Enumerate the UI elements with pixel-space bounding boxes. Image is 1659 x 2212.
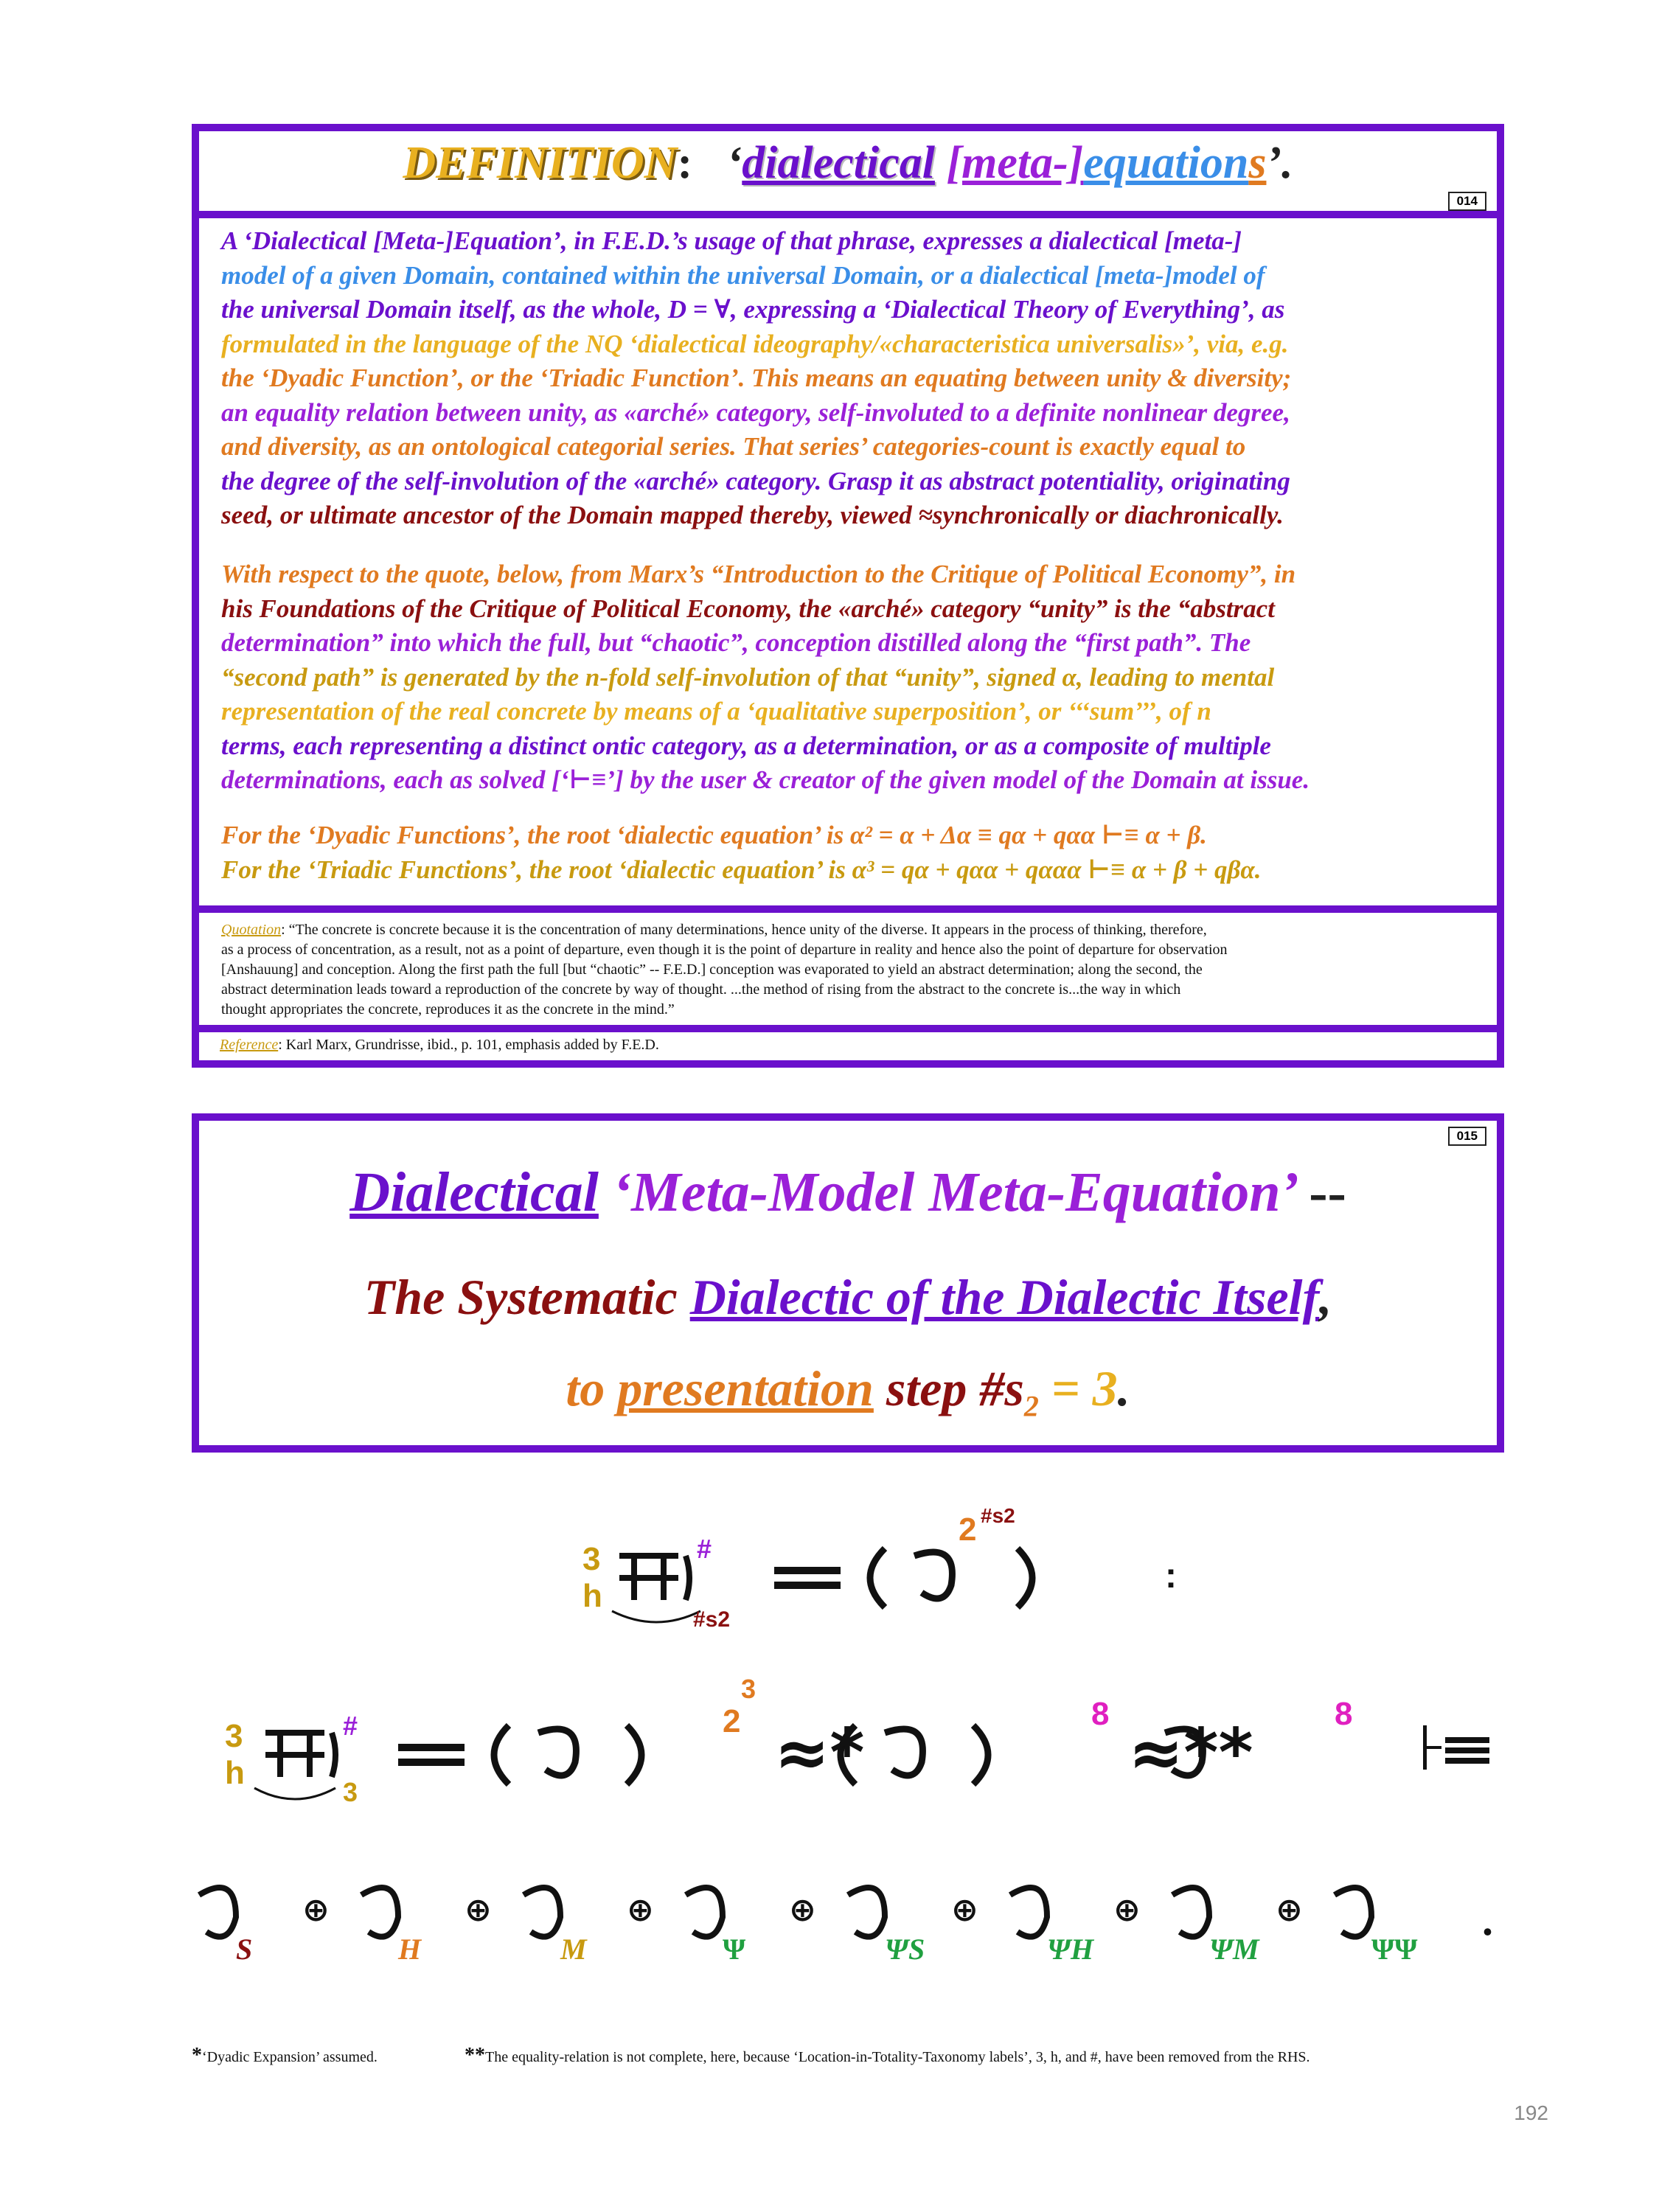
turnstile-bar <box>1423 1725 1427 1770</box>
quotation-line: abstract determination leads toward a reproduction of the concrete by way of thought. ...the method of rising from the abstract to the concrete is...the way in which <box>221 981 1181 998</box>
f2-h: h <box>225 1755 245 1791</box>
body-line: model of a given Domain, contained within the universal Domain, or a dialectical [meta-]model of <box>221 260 1265 290</box>
divider <box>199 211 1497 218</box>
f2-sub: 3 <box>343 1777 358 1807</box>
formula-3 <box>184 1865 1512 1983</box>
root-line-triadic: For the ‘Triadic Functions’, the root ‘dialectic equation’ is α³ = qα + qαα + qααα ⊢≡ α + β + qβα. <box>221 855 1262 884</box>
headline-comma: , <box>1319 1269 1332 1325</box>
f3-sub-psi-h: ΨH <box>1047 1933 1094 1966</box>
formula-2 <box>214 1674 1512 1821</box>
arche-symbol <box>870 1548 1032 1607</box>
oplus-icon: ⊕ <box>789 1891 816 1929</box>
f1-h: h <box>582 1578 602 1614</box>
footnote-1 <box>192 2044 378 2067</box>
f3-period: . <box>1482 1896 1493 1944</box>
f2-exp-a2: 3 <box>741 1674 757 1704</box>
f2-approx-2: ≈** <box>1128 1714 1253 1792</box>
root-line-dyadic: For the ‘Dyadic Functions’, the root ‘dialectic equation’ is α² = α + Δα ≡ qα + qαα ⊢≡ α + β. <box>221 821 1207 849</box>
body-line: the degree of the self-involution of the «arché» category. Grasp it as abstract potentiality, originating <box>221 466 1290 495</box>
triple-bar-2 <box>1445 1747 1489 1753</box>
onto-symbol <box>1172 1888 1209 1937</box>
underbrace <box>254 1788 335 1799</box>
title-definition: DEFINITION <box>403 138 678 188</box>
oplus-icon: ⊕ <box>1276 1891 1303 1929</box>
marx-line: terms, each representing a distinct ontic category, as a determination, or as a composite of multiple <box>221 731 1271 760</box>
oplus-icon: ⊕ <box>465 1891 492 1929</box>
title-colon: : <box>677 138 693 188</box>
headline-dash: -- <box>1309 1161 1346 1223</box>
onto-symbol <box>1335 1888 1371 1937</box>
f1-sub: #s2 <box>693 1607 731 1632</box>
headline-meta-model: ‘Meta-Model Meta-Equation’ <box>612 1161 1295 1223</box>
root-equations <box>221 818 1479 887</box>
f1-three: 3 <box>582 1541 601 1577</box>
quotation-text: : “The concrete is concrete because it is the concentration of many determinations, hence unity of the diverse. It appears in the process of thinking, therefore, <box>281 922 1207 938</box>
footnote-1-text: ‘Dyadic Expansion’ assumed. <box>202 2049 378 2065</box>
footnote-2 <box>465 2044 1310 2067</box>
oplus-icon: ⊕ <box>951 1891 978 1929</box>
f3-sub-psi-psi: ΨΨ <box>1371 1933 1418 1966</box>
title-equation: equation <box>1083 138 1249 188</box>
title-open: ‘ <box>726 138 742 188</box>
equals-bar-top <box>398 1744 465 1751</box>
marx-line: determination” into which the full, but “chaotic”, conception distilled along the “first path”. The <box>221 628 1251 657</box>
definition-panel <box>192 124 1504 1068</box>
reference-label: Reference <box>220 1037 279 1053</box>
f3-sub-psi-s: ΨS <box>885 1933 925 1966</box>
f3-sub-psi-m: ΨM <box>1209 1933 1259 1966</box>
panel-tag: 014 <box>1448 192 1486 211</box>
hypothesis-symbol <box>619 1556 689 1600</box>
quotation-line: thought appropriates the concrete, reproduces it as the concrete in the mind.” <box>221 1001 675 1018</box>
divider <box>199 905 1497 913</box>
f2-exp-b: 8 <box>1091 1696 1110 1732</box>
f1-exp: 2 <box>959 1512 977 1548</box>
quotation-block <box>221 920 1479 1020</box>
quotation-line <box>221 920 1479 940</box>
f3-sub-m: M <box>560 1933 587 1966</box>
quotation-label: Quotation <box>221 922 282 938</box>
title-close: ’. <box>1266 138 1293 188</box>
turnstile-stroke <box>1427 1746 1441 1749</box>
marx-line: With respect to the quote, below, from Marx’s “Introduction to the Critique of Political Economy”, in <box>221 560 1296 588</box>
footnote-2-mark: ** <box>465 2044 485 2067</box>
title-s: s <box>1248 138 1267 188</box>
headline-line2 <box>199 1268 1497 1326</box>
onto-symbol <box>199 1888 236 1937</box>
onto-symbol <box>524 1888 560 1937</box>
headline-period: . <box>1117 1360 1130 1416</box>
oplus-icon: ⊕ <box>1113 1891 1141 1929</box>
f3-sub-s: S <box>236 1933 253 1966</box>
headline-line3 <box>199 1360 1497 1424</box>
f2-hash: # <box>343 1711 358 1741</box>
headline-to: to <box>566 1360 605 1416</box>
onto-symbol <box>1010 1888 1047 1937</box>
footnote-1-mark: * <box>192 2044 202 2067</box>
body-line: formulated in the language of the NQ ‘dialectical ideography/«characteristica universalis»’, via, e.g. <box>221 329 1289 358</box>
title-dialectical: dialectical <box>742 138 935 188</box>
headline-step: step <box>886 1360 967 1416</box>
footnote-2-text: The equality-relation is not complete, here, because ‘Location-in-Totality-Taxonomy labels’, 3, h, and #, have been removed from the RHS. <box>485 2049 1310 2065</box>
ontology-symbols <box>199 1888 1371 1937</box>
marx-line: determinations, each as solved [‘⊢≡’] by the user & creator of the given model of the Domain at issue. <box>221 765 1310 794</box>
body-line: the ‘Dyadic Function’, or the ‘Triadic Function’. This means an equating between unity & diversity; <box>221 364 1292 392</box>
f1-exp2: #s2 <box>981 1504 1015 1527</box>
body-line: and diversity, as an ontological categorial series. That series’ categories-count is exactly equal to <box>221 432 1246 461</box>
f3-sub-h: H <box>398 1933 422 1966</box>
oplus-icon: ⊕ <box>627 1891 654 1929</box>
marx-line: his Foundations of the Critique of Political Economy, the «arché» category “unity” is the “abstract <box>221 594 1275 623</box>
headline-systematic: The Systematic <box>364 1269 678 1325</box>
equals-bar-bottom <box>774 1582 841 1589</box>
formula-3-graphic <box>184 1865 1512 1983</box>
marx-line: “second path” is generated by the n-fold self-involution of that “unity”, signed α, leading to mental <box>221 662 1275 692</box>
onto-symbol <box>361 1888 398 1937</box>
onto-symbol <box>686 1888 723 1937</box>
meta-equation-panel <box>192 1113 1504 1453</box>
title-meta: [meta-] <box>946 138 1084 188</box>
onto-symbol <box>848 1888 885 1937</box>
definition-title <box>199 137 1497 189</box>
headline-equals-3: = 3 <box>1051 1360 1118 1416</box>
underbrace <box>612 1611 700 1622</box>
formula-1 <box>575 1504 1239 1652</box>
reference-text: : Karl Marx, Grundrisse, ibid., p. 101, emphasis added by F.E.D. <box>278 1037 659 1053</box>
headline-dialectic-itself: Dialectic of the Dialectic Itself <box>689 1269 1320 1325</box>
f1-colon: : <box>1165 1557 1177 1596</box>
reference <box>220 1037 659 1054</box>
headline-step-symbol: #s <box>979 1360 1024 1416</box>
divider <box>199 1025 1497 1032</box>
marx-line: representation of the real concrete by means of a ‘qualitative superposition’, or ‘‘‘sum’’’, of n <box>221 697 1211 726</box>
hypothesis-symbol <box>265 1733 335 1777</box>
formula-1-graphic <box>575 1504 1239 1652</box>
f2-approx-1: ≈* <box>774 1714 865 1792</box>
marx-paragraph <box>221 557 1479 798</box>
f1-hash: # <box>697 1534 712 1564</box>
headline-dialectical: Dialectical <box>349 1161 599 1223</box>
body-line: the universal Domain itself, as the whole, D = ∀, expressing a ‘Dialectical Theory of Everything’, as <box>221 295 1285 324</box>
headline-line1 <box>199 1161 1497 1225</box>
body-line: an equality relation between unity, as «arché» category, self-involuted to a definite nonlinear degree, <box>221 397 1290 427</box>
f2-three: 3 <box>225 1718 243 1754</box>
quotation-line: as a process of concentration, as a result, not as a point of departure, even though it is the point of departure in reality and hence also the point of departure for observation <box>221 942 1228 958</box>
f2-exp-c: 8 <box>1335 1696 1353 1732</box>
oplus-icon: ⊕ <box>302 1891 330 1929</box>
definition-body <box>221 224 1479 533</box>
equals-bar-bottom <box>398 1759 465 1766</box>
headline-step-sub: 2 <box>1023 1389 1039 1423</box>
headline-presentation: presentation <box>617 1360 874 1416</box>
triple-bar-3 <box>1445 1758 1489 1764</box>
f2-exp-a: 2 <box>723 1703 741 1739</box>
body-line: A ‘Dialectical [Meta-]Equation’, in F.E.D.’s usage of that phrase, expresses a dialectical [meta-] <box>221 226 1242 255</box>
body-line: seed, or ultimate ancestor of the Domain mapped thereby, viewed ≈synchronically or diachronically. <box>221 501 1284 529</box>
panel-tag: 015 <box>1448 1127 1486 1146</box>
page-number: 192 <box>1514 2101 1548 2124</box>
triple-bar-1 <box>1445 1737 1489 1743</box>
quotation-line: [Anshauung] and conception. Along the first path the full [but “chaotic” -- F.E.D.] conception was evaporated to yield an abstract determination; along the second, the <box>221 961 1203 978</box>
f2-turnstile: ⊢≡ <box>1416 1821 1417 1822</box>
equals-bar-top <box>774 1567 841 1574</box>
f3-sub-psi: Ψ <box>723 1933 746 1966</box>
